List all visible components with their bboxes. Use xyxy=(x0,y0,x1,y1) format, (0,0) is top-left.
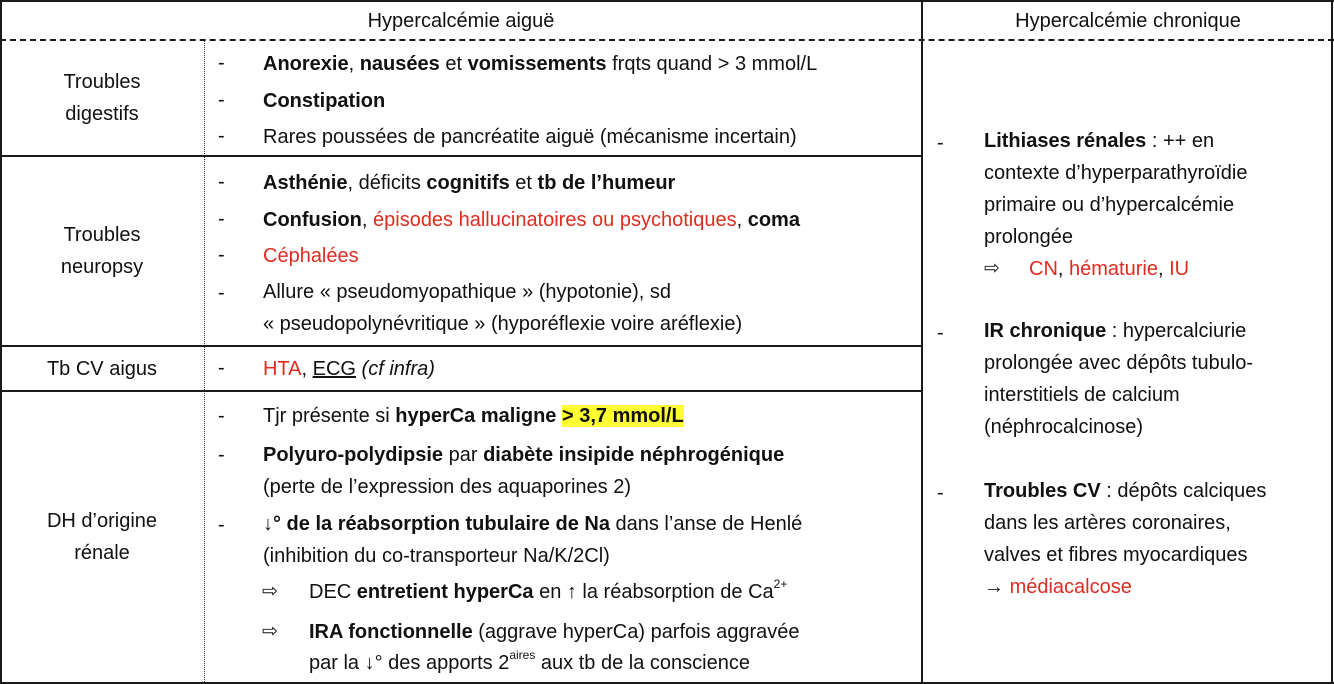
chronic-lithiasis: Lithiases rénales : ++ en xyxy=(984,130,1215,152)
bullet-dash: - xyxy=(218,244,225,266)
chronic-lithiasis-l2: contexte d’hyperparathyroïdie xyxy=(984,162,1248,184)
digestive-line-3: Rares poussées de pancréatite aiguë (mécanisme incertain) xyxy=(263,126,797,148)
renal-line-3b: (inhibition du co-transporteur Na/K/2Cl) xyxy=(263,545,610,567)
column-divider xyxy=(921,0,923,684)
renal-line-5: IRA fonctionnelle (aggrave hyperCa) parfois aggravée xyxy=(309,621,800,643)
neuro-line-1: Asthénie, déficits cognitifs et tb de l’humeur xyxy=(263,172,676,194)
digestive-line-2: Constipation xyxy=(263,90,386,112)
arrow-right-icon: ⇨ xyxy=(262,581,278,602)
category-cv: Tb CV aigus xyxy=(46,357,158,380)
chronic-lithiasis-l3: primaire ou d’hypercalcémie xyxy=(984,194,1235,216)
chronic-cv-l2: dans les artères coronaires, xyxy=(984,512,1231,534)
bullet-dash: - xyxy=(218,208,225,230)
arrow-right-icon: ⇨ xyxy=(984,258,1000,279)
chronic-cv-l3: valves et fibres myocardiques xyxy=(984,544,1248,566)
renal-line-2b: (perte de l’expression des aquaporines 2) xyxy=(263,476,631,498)
bullet-dash: - xyxy=(937,322,944,344)
chronic-ir-l2: prolongée avec dépôts tubulo- xyxy=(984,352,1254,374)
bullet-dash: - xyxy=(218,282,225,304)
neuro-line-4a: Allure « pseudomyopathique » (hypotonie), sd xyxy=(263,281,672,303)
chronic-lithiasis-l4: prolongée xyxy=(984,226,1073,248)
renal-line-2: Polyuro-polydipsie par diabète insipide néphrogénique xyxy=(263,444,785,466)
category-renal: DH d’origine rénale xyxy=(46,510,158,564)
bullet-dash: - xyxy=(218,89,225,111)
chronic-ir-l3: interstitiels de calcium xyxy=(984,384,1180,406)
renal-line-5b: par la ↓° des apports $2^{aires}$ aux tb de la conscience xyxy=(309,648,750,674)
category-neuro: Troubles neuropsy xyxy=(60,224,144,278)
bullet-dash: - xyxy=(218,171,225,193)
bullet-dash: - xyxy=(937,132,944,154)
category-column-divider xyxy=(204,41,205,682)
chronic-ir-l4: (néphrocalcinose) xyxy=(984,416,1143,438)
neuro-line-3: Céphalées xyxy=(263,245,359,267)
renal-line-1: Tjr présente si hyperCa maligne > 3,7 mmol/L xyxy=(263,405,684,427)
bullet-dash: - xyxy=(218,444,225,466)
chronic-ir: IR chronique : hypercalciurie xyxy=(984,320,1247,342)
bullet-dash: - xyxy=(218,52,225,74)
chronic-cv: Troubles CV : dépôts calciques xyxy=(984,480,1267,502)
cv-line: HTA, ECG (cf infra) xyxy=(263,358,435,380)
renal-line-4: DEC entretient hyperCa en ↑ la réabsorption de $Ca^{2+}$ xyxy=(309,577,788,603)
chronic-lithiasis-complications: CN, hématurie, IU xyxy=(1029,258,1190,280)
neuro-line-2: Confusion, épisodes hallucinatoires ou psychotiques, coma xyxy=(263,209,800,231)
highlight-threshold: > 3,7 mmol/L xyxy=(562,405,684,427)
category-digestive: Troubles digestifs xyxy=(63,71,141,125)
chronic-cv-l4: → médiacalcose xyxy=(984,576,1132,598)
digestive-line-1: Anorexie, nausées et vomissements frqts quand > 3 mmol/L xyxy=(263,53,818,75)
bullet-dash: - xyxy=(937,482,944,504)
header-acute: Hypercalcémie aiguë xyxy=(367,10,555,32)
bullet-dash: - xyxy=(218,405,225,427)
header-chronic: Hypercalcémie chronique xyxy=(1015,10,1241,32)
bullet-dash: - xyxy=(218,125,225,147)
bullet-dash: - xyxy=(218,357,225,379)
table-top-border xyxy=(0,0,1334,2)
bullet-dash: - xyxy=(218,514,225,536)
renal-line-3: ↓° de la réabsorption tubulaire de Na dans l’anse de Henlé xyxy=(263,513,803,535)
arrow-right-icon: ⇨ xyxy=(262,621,278,642)
table-right-border xyxy=(1331,0,1333,684)
neuro-line-4b: « pseudopolynévritique » (hyporéflexie voire aréflexie) xyxy=(263,313,743,335)
